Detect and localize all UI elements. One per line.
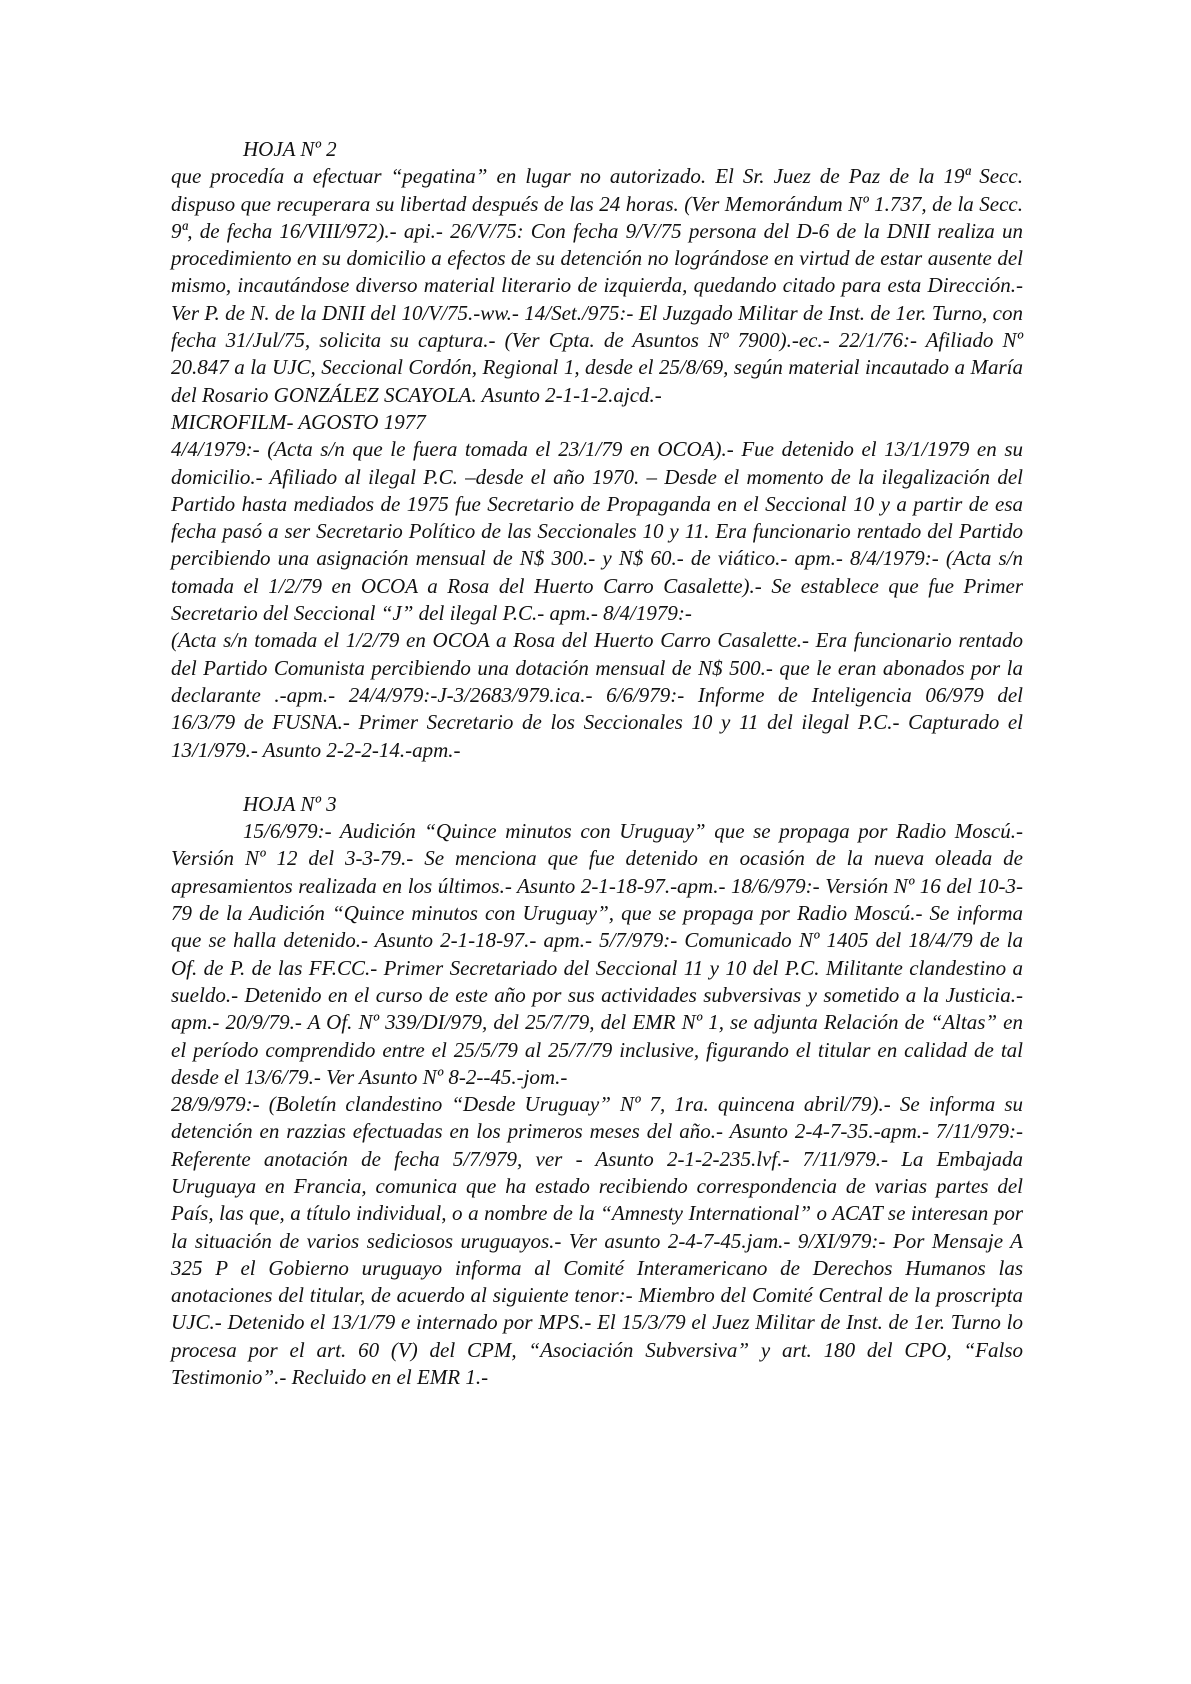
microfilm-label: MICROFILM- AGOSTO 1977 xyxy=(171,409,426,434)
sheet-3-paragraph-1: 15/6/979:- Audición “Quince minutos con Uruguay” que se propaga por Radio Moscú.- Versión Nº 12 del 3-3-79.- Se menciona que fue detenido en ocasión de la nueva oleada de apresamientos realizada en los últimos.- Asunto 2-1-18-97.-apm.- 18/6/979:- Versión Nº 16 del 10-3-79 de la Audición “Quince minutos con Uruguay”, que se propaga por Radio Moscú.- Se informa que se halla detenido.- Asunto 2-1-18-97.- apm.- 5/7/979:- Comunicado Nº 1405 del 18/4/79 de la Of. de P. de las FF.CC.- Primer Secretariado del Seccional 11 y 10 del P.C. Militante clandestino a sueldo.- Detenido en el curso de este año por sus actividades subversivas y sometido a la Justicia.-apm.- 20/9/79.- A Of. Nº 339/DI/979, del 25/7/79, del EMR Nº 1, se adjunta Relación de “Altas” en el período comprendido entre el 25/5/79 al 25/7/79 inclusive, figurando el titular en calidad de tal desde el 13/6/79.- Ver Asunto Nº 8-2--45.-jom.- xyxy=(171,819,1023,1089)
sheet-3-heading: HOJA Nº 3 xyxy=(243,791,337,816)
sheet-2-paragraph-2: 4/4/1979:- (Acta s/n que le fuera tomada el 23/1/79 en OCOA).- Fue detenido el 13/1/1979 en su domicilio.- Afiliado al ilegal P.C. –desde el año 1970. – Desde el momento de la ilegalización del Partido hasta mediados de 1975 fue Secretario de Propaganda en el Seccional 10 y a partir de esa fecha pasó a ser Secretario Político de las Seccionales 10 y 11. Era funcionario rentado del Partido percibiendo una asignación mensual de N$ 300.- y N$ 60.- de viático.- apm.- 8/4/1979:- (Acta s/n tomada el 1/2/79 en OCOA a Rosa del Huerto Carro Casalette).- Se establece que fue Primer Secretario del Seccional “J” del ilegal P.C.- apm.- 8/4/1979:- xyxy=(171,437,1023,626)
sheet-2-paragraph-1: que procedía a efectuar “pegatina” en lugar no autorizado. El Sr. Juez de Paz de la 19ª Secc. dispuso que recuperara su libertad después de las 24 horas. (Ver Memorándum Nº 1.737, de la Secc. 9ª, de fecha 16/VIII/972).- api.- 26/V/75: Con fecha 9/V/75 persona del D-6 de la DNII realiza un procedimiento en su domicilio a efectos de su detención no lográndose en virtud de estar ausente del mismo, incautándose diverso material literario de izquierda, quedando citado para esta Dirección.- Ver P. de N. de la DNII del 10/V/75.-ww.- 14/Set./975:- El Juzgado Militar de Inst. de 1er. Turno, con fecha 31/Jul/75, solicita su captura.- (Ver Cpta. de Asuntos Nº 7900).-ec.- 22/1/76:- Afiliado Nº 20.847 a la UJC, Seccional Cordón, Regional 1, desde el 25/8/69, según material incautado a María del Rosario GONZÁLEZ SCAYOLA. Asunto 2-1-1-2.ajcd.- xyxy=(171,164,1023,407)
document-page xyxy=(171,136,1023,1391)
section-gap xyxy=(171,764,1023,791)
sheet-2-heading: HOJA Nº 2 xyxy=(243,137,337,161)
sheet-3-paragraph-2: 28/9/979:- (Boletín clandestino “Desde Uruguay” Nº 7, 1ra. quincena abril/79).- Se informa su detención en razzias efectuadas en los primeros meses del año.- Asunto 2-4-7-35.-apm.- 7/11/979:- Referente anotación de fecha 5/7/979, ver - Asunto 2-1-2-235.lvf.- 7/11/979.- La Embajada Uruguaya en Francia, comunica que ha estado recibiendo correspondencia de varias partes del País, las que, a título individual, o a nombre de la “Amnesty International” o ACAT se interesan por la situación de varios sediciosos uruguayos.- Ver asunto 2-4-7-45.jam.- 9/XI/979:- Por Mensaje A 325 P el Gobierno uruguayo informa al Comité Interamericano de Derechos Humanos las anotaciones del titular, de acuerdo al siguiente tenor:- Miembro del Comité Central de la proscripta UJC.- Detenido el 13/1/79 e internado por MPS.- El 15/3/79 el Juez Militar de Inst. de 1er. Turno lo procesa por el art. 60 (V) del CPM, “Asociación Subversiva” y art. 180 del CPO, “Falso Testimonio”.- Recluido en el EMR 1.- xyxy=(171,1092,1023,1390)
sheet-2-paragraph-3: (Acta s/n tomada el 1/2/79 en OCOA a Rosa del Huerto Carro Casalette.- Era funcionario rentado del Partido Comunista percibiendo una dotación mensual de N$ 500.- que le eran abonados por la declarante .-apm.- 24/4/979:-J-3/2683/979.ica.- 6/6/979:- Informe de Inteligencia 06/979 del 16/3/79 de FUSNA.- Primer Secretario de los Seccionales 10 y 11 del ilegal P.C.- Capturado el 13/1/979.- Asunto 2-2-2-14.-apm.- xyxy=(171,628,1023,762)
